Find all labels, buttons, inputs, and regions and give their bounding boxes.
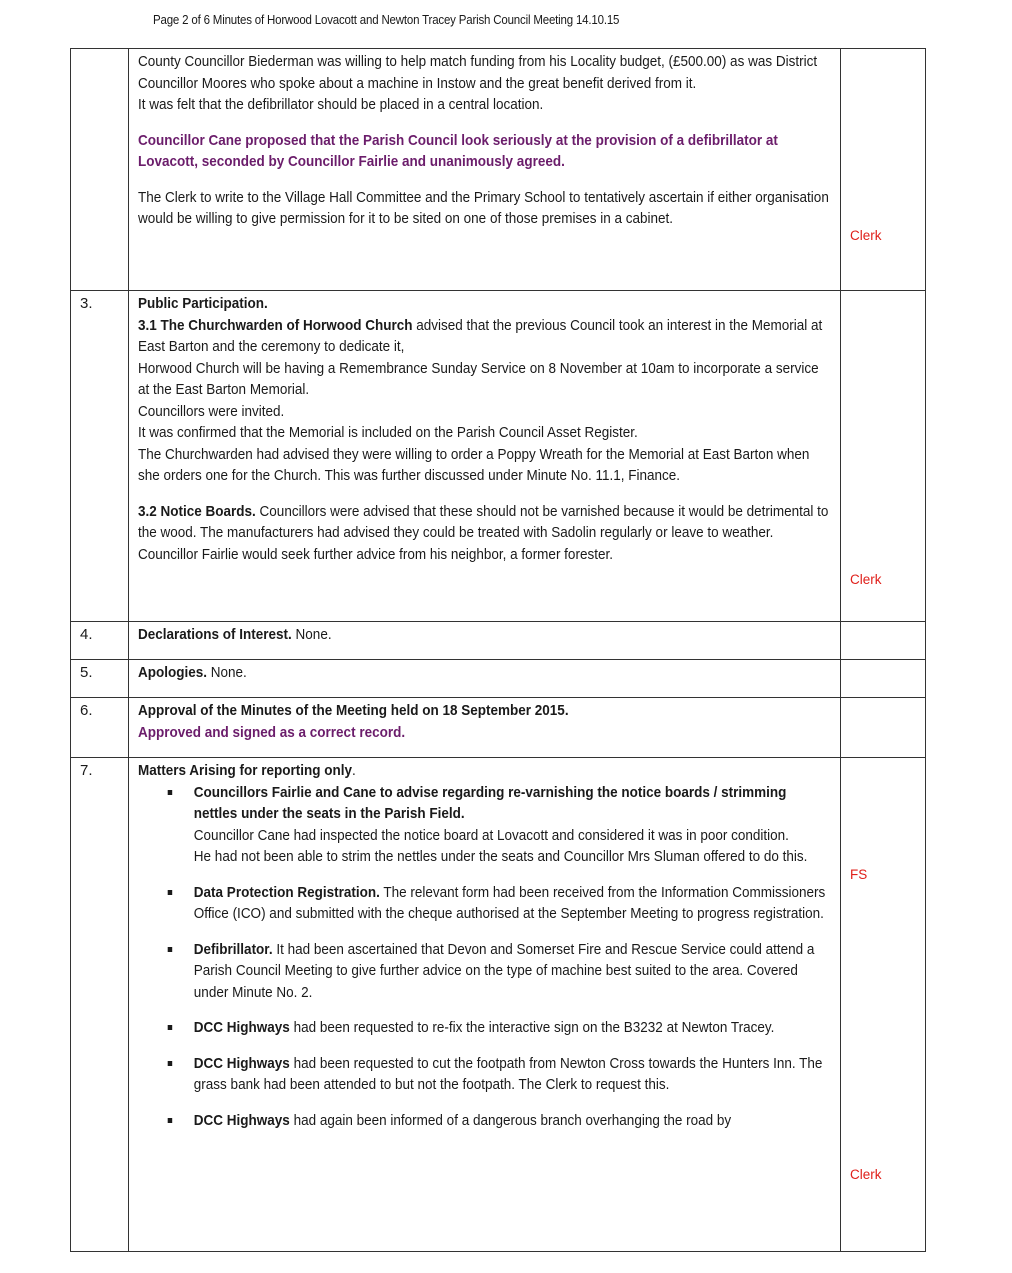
list-item: [194, 782, 833, 868]
item-title-period: .: [352, 762, 356, 779]
bullet-icon: [168, 1118, 173, 1123]
list-item-title: Defibrillator.: [193, 940, 273, 958]
paragraph-clerk-write: The Clerk to write to the Village Hall Committee and the Primary School to tentatively ascertain if either organisation would be willing to give permission for it to be sited on one of those premises in a cabinet.: [138, 188, 829, 227]
bullet-icon: [168, 1061, 173, 1066]
minutes-row-6: [71, 698, 926, 758]
subsection-text: advised that the previous Council took an interest in the Memorial at East Barton and the ceremony to dedicate it,: [138, 316, 823, 355]
item-body-cell: [129, 622, 841, 660]
action-label-clerk: Clerk: [850, 572, 882, 587]
paragraph-funding: County Councillor Biederman was willing to help match funding from his Locality budget, (£500.00) as was District Councillor Moores who spoke about a machine in Instow and the great benefit derived from it.: [138, 53, 818, 92]
item-body-cell: [129, 698, 841, 758]
action-cell: [841, 758, 926, 1252]
list-item-text: Councillor Cane had inspected the notice board at Lovacott and considered it was in poor condition.: [193, 826, 789, 844]
item-title: Declarations of Interest.: [138, 626, 292, 643]
resolution-defibrillator: Councillor Cane proposed that the Parish Council look seriously at the provision of a defibrillator at Lovacott, seconded by Councillor Fairlie and unanimously agreed.: [138, 131, 778, 170]
item-text: None.: [291, 626, 332, 643]
list-item-title: DCC Highways: [193, 1111, 290, 1129]
list-item-text: The relevant form had been received from the Information Commissioners Office (ICO) and submitted with the cheque authorised at the September Meeting to progress registration.: [193, 883, 826, 922]
item-body-cell: [129, 291, 841, 622]
item-number: 5.: [71, 660, 129, 698]
item-number: 4.: [71, 622, 129, 660]
minutes-row-7: [71, 758, 926, 1252]
list-item-title: DCC Highways: [193, 1054, 290, 1072]
item-text: None.: [207, 664, 247, 681]
paragraph-location: It was felt that the defibrillator should be placed in a central location.: [138, 96, 544, 113]
resolution-approved: Approved and signed as a correct record.: [138, 723, 406, 741]
list-item-text: had been requested to cut the footpath from Newton Cross towards the Hunters Inn. The grass bank had been attended to but not the footpath. The Clerk to request this.: [193, 1054, 823, 1093]
list-item-text: had been requested to re-fix the interactive sign on the B3232 at Newton Tracey.: [289, 1019, 775, 1036]
paragraph-invited: Councillors were invited.: [138, 402, 285, 420]
item-number: 7.: [71, 758, 129, 1252]
page-header: Page 2 of 6 Minutes of Horwood Lovacott and Newton Tracey Parish Council Meeting 14.10.15: [153, 13, 620, 27]
list-item-text: He had not been able to strim the nettles under the seats and Councillor Mrs Sluman offered to do this.: [193, 848, 808, 865]
action-cell: [841, 660, 926, 698]
paragraph-asset-register: It was confirmed that the Memorial is included on the Parish Council Asset Register.: [138, 424, 638, 441]
minutes-row-continuation: [71, 49, 926, 291]
action-label-fs: FS: [850, 867, 868, 882]
list-item: [194, 1017, 833, 1039]
bullet-icon: [168, 890, 173, 895]
minutes-table: [70, 48, 926, 1252]
paragraph-remembrance: Horwood Church will be having a Remembrance Sunday Service on 8 November at 10am to incorporate a service at the East Barton Memorial.: [138, 359, 819, 398]
list-item: [194, 882, 833, 925]
action-label-clerk: Clerk: [850, 228, 882, 243]
item-number: 6.: [71, 698, 129, 758]
list-item: [194, 1110, 833, 1132]
paragraph-forester: Councillor Fairlie would seek further advice from his neighbor, a former forester.: [138, 545, 613, 563]
subsection-title: 3.1 The Churchwarden of Horwood Church: [138, 316, 413, 334]
action-cell: [841, 622, 926, 660]
action-cell: [841, 49, 926, 291]
action-cell: [841, 698, 926, 758]
list-item-title: Data Protection Registration.: [193, 883, 380, 901]
action-cell: [841, 291, 926, 622]
bullet-icon: [168, 1025, 173, 1030]
bullet-icon: [168, 947, 173, 952]
matters-arising-list: [138, 782, 833, 1132]
list-item: [194, 939, 833, 1004]
item-title: Matters Arising for reporting only: [138, 762, 353, 779]
item-body-cell: [129, 660, 841, 698]
item-body-cell: [129, 49, 841, 291]
item-number-cell: [71, 49, 129, 291]
item-title: Approval of the Minutes of the Meeting held on 18 September 2015.: [138, 702, 569, 719]
list-item-text: It had been ascertained that Devon and Somerset Fire and Rescue Service could attend a Parish Council Meeting to give further advice on the type of machine best suited to the area. Covered under Minute No. 2.: [193, 940, 815, 1001]
subsection-title: 3.2 Notice Boards.: [138, 502, 256, 520]
item-title: Apologies.: [138, 664, 208, 681]
item-number: 3.: [71, 291, 129, 622]
list-item-title: DCC Highways: [193, 1019, 290, 1036]
item-title: Public Participation.: [138, 295, 268, 312]
minutes-row-3: [71, 291, 926, 622]
action-label-clerk: Clerk: [850, 1167, 882, 1182]
list-item: [194, 1053, 833, 1096]
item-body-cell: [129, 758, 841, 1252]
paragraph-poppy-wreath: The Churchwarden had advised they were willing to order a Poppy Wreath for the Memorial at East Barton when she orders one for the Church. This was further discussed under Minute No. 11.1, Finance.: [138, 445, 810, 484]
minutes-row-4: [71, 622, 926, 660]
minutes-row-5: [71, 660, 926, 698]
list-item-text: had again been informed of a dangerous branch overhanging the road by: [289, 1111, 732, 1129]
subsection-text: Councillors were advised that these should not be varnished because it would be detrimental to the wood. The manufacturers had advised they could be treated with Sadolin regularly or leave to weather.: [138, 502, 829, 541]
list-item-title: Councillors Fairlie and Cane to advise regarding re-varnishing the notice boards / strimming nettles under the seats in the Parish Field.: [193, 783, 787, 822]
bullet-icon: [168, 790, 173, 795]
